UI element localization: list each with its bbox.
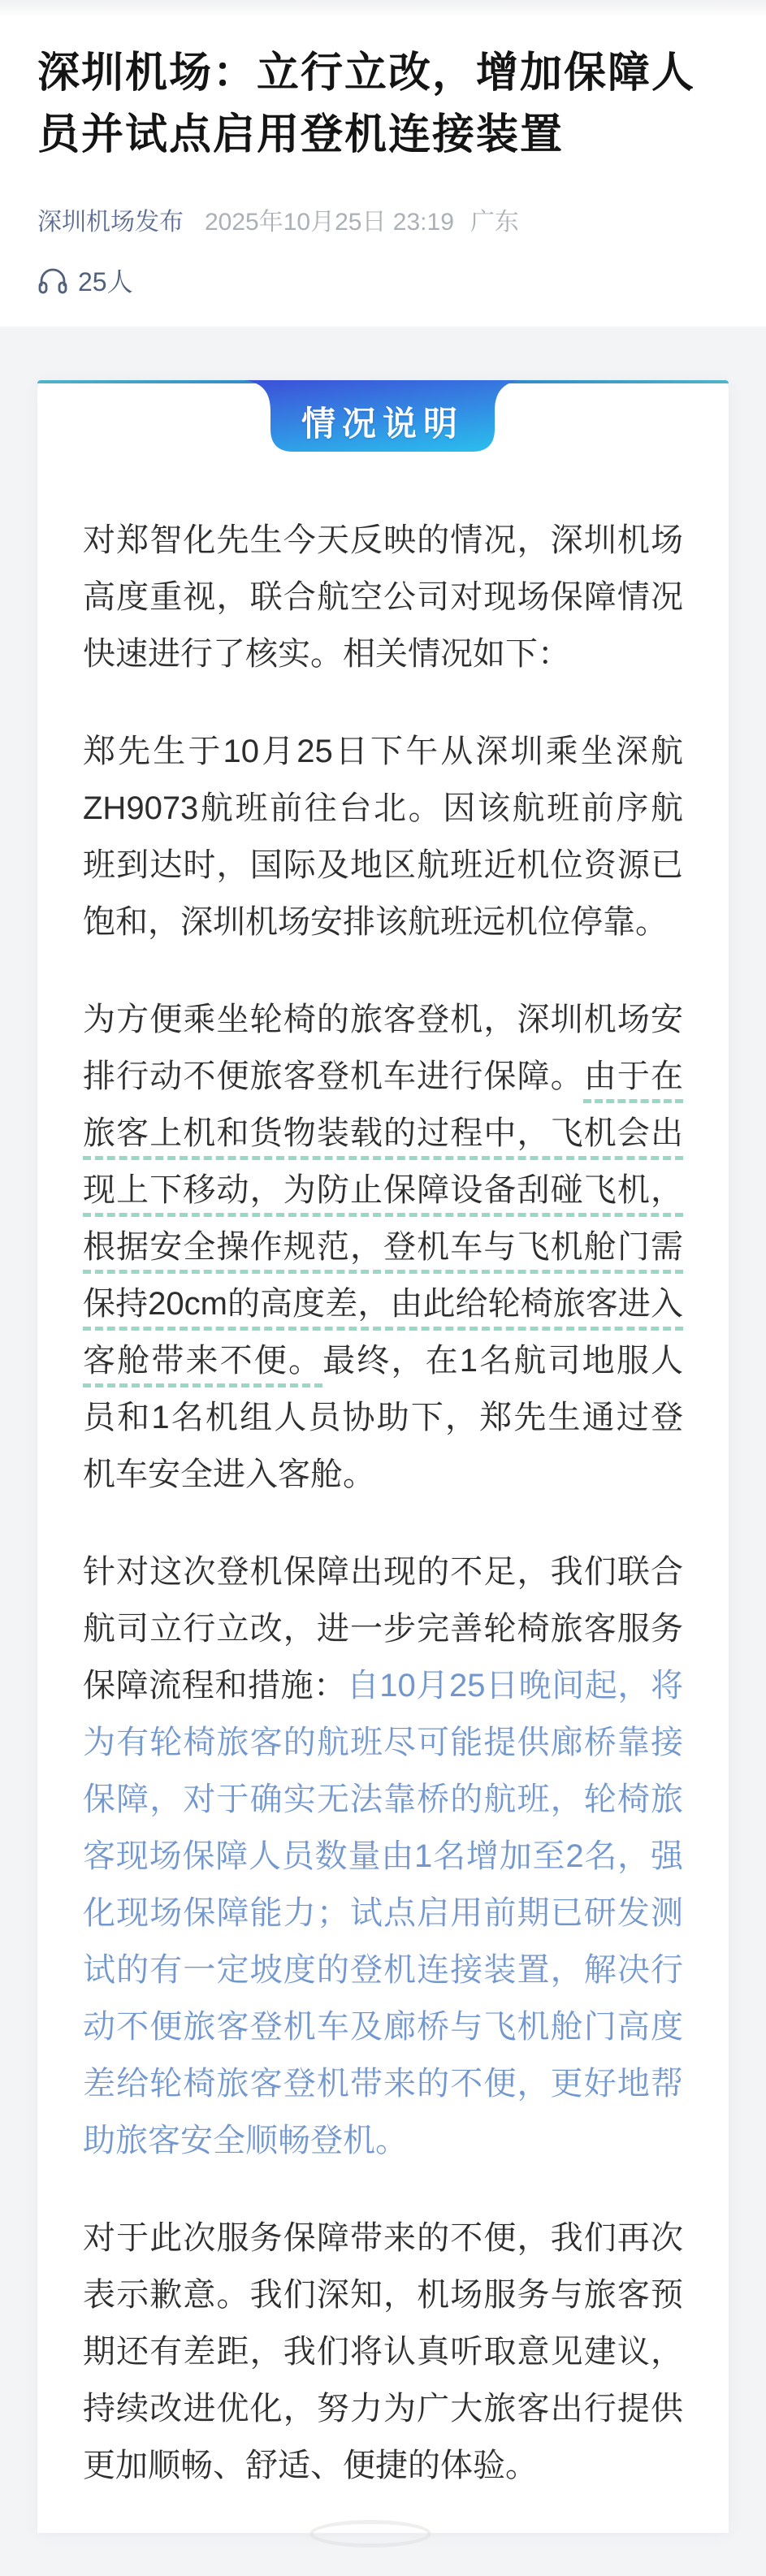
publish-region: 广东 xyxy=(470,209,519,236)
paragraph-segment: 对于此次服务保障带来的不便，我们再次表示歉意。我们深知，机场服务与旅客预期还有差距，我们将认真听取意见建议，持续改进优化，努力为广大旅客出行提供更加顺畅、舒适、便捷的体验。 xyxy=(83,2220,683,2483)
paragraph-segment: 针对这次登机保障出现的不足，我们联合航司立行立改，进一步完善轮椅旅客服务保障流程和措施： xyxy=(83,1554,683,1704)
watermark-partial xyxy=(309,2520,431,2548)
page-background xyxy=(0,327,766,2576)
paragraph-segment: 最终，在1名航司地服人员和1名机组人员协助下，郑先生通过登机车安全进入客舱。 xyxy=(83,1343,684,1492)
listen-count: 25人 xyxy=(78,267,133,297)
page-title: 深圳机场：立行立改，增加保障人员并试点启用登机连接装置 xyxy=(37,50,696,158)
paragraph xyxy=(83,991,683,1503)
article-header xyxy=(0,18,766,327)
paragraph xyxy=(83,1543,683,2169)
listen-audio-button[interactable] xyxy=(37,262,729,299)
article-meta xyxy=(37,201,729,237)
paragraph-segment-highlighted: 自10月25日晚间起，将为有轮椅旅客的航班尽可能提供廊桥靠接保障，对于确实无法靠桥的航班，轮椅旅客现场保障人员数量由1名增加至2名，强化现场保障能力；试点启用前期已研发测试的有一定坡度的登机连接装置，解决行动不便旅客登机车及廊桥与飞机舱门高度差给轮椅旅客登机带来的不便，更好地帮助旅客安全顺畅登机。 xyxy=(83,1668,684,2158)
paragraph-segment: 为方便乘坐轮椅的旅客登机，深圳机场安排行动不便旅客登机车进行保障。 xyxy=(83,1002,683,1094)
badge-label: 情况说明 xyxy=(301,405,464,443)
status-bar-strip xyxy=(0,0,766,18)
paragraph-segment: 对郑智化先生今天反映的情况，深圳机场高度重视，联合航空公司对现场保障情况快速进行了核实。相关情况如下： xyxy=(83,522,683,672)
paragraph-segment-underlined: 由于在旅客上机和货物装载的过程中，飞机会出现上下移动，为防止保障设备刮碰飞机，根据安全操作规范，登机车与飞机舱门需保持20cm的高度差，由此给轮椅旅客进入客舱带来不便。 xyxy=(83,1059,684,1379)
notice-badge xyxy=(245,380,521,455)
statement-body xyxy=(37,380,729,2494)
paragraph xyxy=(83,723,683,950)
paragraph-segment: 郑先生于10月25日下午从深圳乘坐深航ZH9073航班前往台北。因该航班前序航班到达时，国际及地区航班近机位资源已饱和，深圳机场安排该航班远机位停靠。 xyxy=(83,734,683,940)
headphones-icon xyxy=(37,266,78,294)
account-name-link[interactable]: 深圳机场发布 xyxy=(37,209,184,236)
notice-card xyxy=(37,380,729,2533)
publish-timestamp: 2025年10月25日 23:19 xyxy=(205,209,454,236)
paragraph xyxy=(83,2210,683,2494)
paragraph xyxy=(83,512,683,682)
